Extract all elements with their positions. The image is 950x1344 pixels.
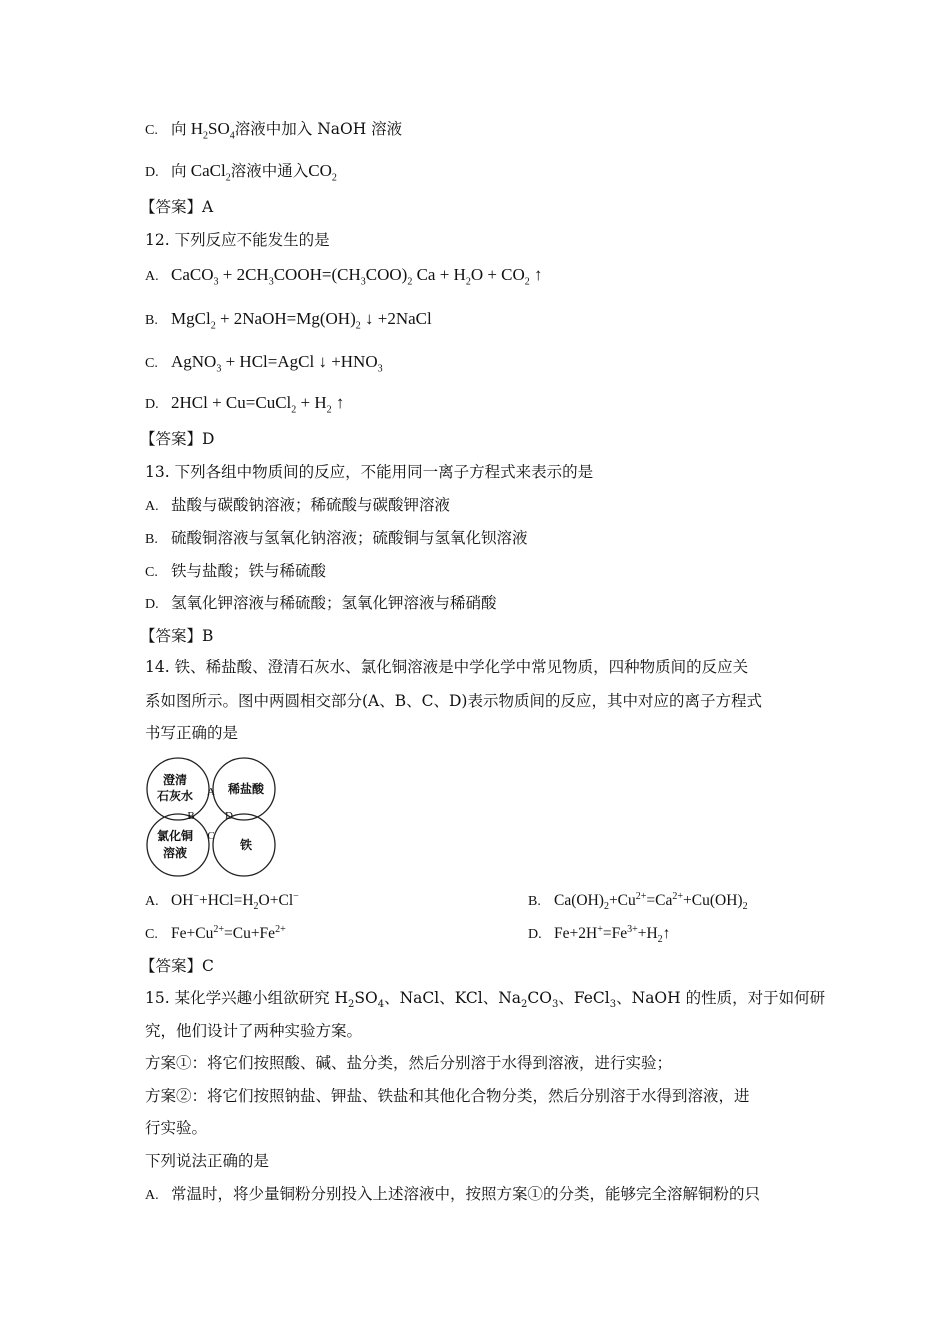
q11-option-c: C. 向 $H_2SO_4$溶液中加入 NaOH 溶液 <box>145 119 403 142</box>
venn-label-bl2: 溶液 <box>162 846 188 860</box>
q15-stem-line2: 究，他们设计了两种实验方案。 <box>145 1022 363 1040</box>
q14-stem-line2: 系如图所示。图中两圆相交部分(A、B、C、D)表示物质间的反应，其中对应的离子方程式 <box>145 692 762 710</box>
q13-stem: 13. 下列各组中物质间的反应，不能用同一离子方程式来表示的是 <box>145 463 594 481</box>
q14-answer: 【答案】C <box>140 957 214 975</box>
q12-option-a: A. CaCO$_3$ + $2CH_3COOH=(CH_3COO)_2$ $Ca + H_2O + CO_2$ ↑ <box>145 265 543 288</box>
q14-option-b: B. $Ca(OH)_2+Cu^{2+}=Ca^{2+}+Cu(OH)_2$ <box>528 890 748 913</box>
q15-ask: 下列说法正确的是 <box>145 1152 270 1170</box>
q15-stem-line1: 15. 某化学兴趣小组欲研究 $H_2SO_4$、NaCl、KCl、$Na_2CO_3$、FeCl$_3$、NaOH 的性质，对于如何研 <box>145 989 826 1011</box>
q12-stem: 12. 下列反应不能发生的是 <box>145 231 330 249</box>
circle-cucl2 <box>147 814 209 876</box>
venn-letter-b: B <box>187 810 195 822</box>
q12-option-b: B. MgCl$_2$ + $2NaOH=Mg(OH)_2$ ↓ +2NaCl <box>145 309 432 332</box>
q14-option-d: D. $Fe+2H^+=Fe^{3+}+H_2↑$ <box>528 923 671 946</box>
q13-option-a: A. 盐酸与碳酸钠溶液；稀硫酸与碳酸钾溶液 <box>145 496 451 514</box>
q13-option-d: D. 氢氧化钾溶液与稀硫酸；氢氧化钾溶液与稀硝酸 <box>145 594 497 612</box>
venn-label-tr: 稀盐酸 <box>227 782 265 796</box>
venn-letter-a: A <box>207 786 215 798</box>
q14-stem-line3: 书写正确的是 <box>145 724 239 742</box>
q13-option-c: C. 铁与盐酸；铁与稀硫酸 <box>145 562 327 580</box>
q14-option-c: C. $Fe+Cu^{2+}=Cu+Fe^{2+}$ <box>145 923 286 942</box>
venn-label-tl1: 澄清 <box>162 773 188 787</box>
venn-letter-d: D <box>225 810 233 822</box>
q13-answer: 【答案】B <box>140 627 214 645</box>
q15-option-a: A. 常温时，将少量铜粉分别投入上述溶液中，按照方案①的分类，能够完全溶解铜粉的只 <box>145 1185 761 1203</box>
q12-option-d: D. 2HCl + Cu=CuCl$_2$ + $H_2$ ↑ <box>145 393 345 416</box>
venn-label-bl1: 氯化铜 <box>156 829 194 843</box>
q14-stem-line1: 14. 铁、稀盐酸、澄清石灰水、氯化铜溶液是中学化学中常见物质，四种物质间的反应关 <box>145 658 749 676</box>
venn-label-br: 铁 <box>239 838 253 852</box>
venn-letter-c: C <box>207 830 215 842</box>
q15-plan2-line1: 方案②：将它们按照钠盐、钾盐、铁盐和其他化合物分类，然后分别溶于水得到溶液，进 <box>145 1087 750 1105</box>
q12-option-c: C. AgNO$_3$ + HCl=AgCl ↓ $+HNO_3$ <box>145 352 383 375</box>
q15-plan1: 方案①：将它们按照酸、碱、盐分类，然后分别溶于水得到溶液，进行实验； <box>145 1054 673 1072</box>
q13-option-b: B. 硫酸铜溶液与氢氧化钠溶液；硫酸铜与氢氧化钡溶液 <box>145 529 528 547</box>
q15-plan2-line2: 行实验。 <box>145 1119 208 1137</box>
formula-h2so4: $H_2SO_4$ <box>190 119 235 142</box>
venn-label-tl2: 石灰水 <box>156 789 194 803</box>
venn-diagram <box>143 756 279 880</box>
q11-option-d: D. 向 CaCl$_2$溶液中通入$CO_2$ <box>145 161 337 184</box>
q12-answer: 【答案】D <box>140 430 215 448</box>
q14-option-a: A. $OH^-+HCl=H_2O+Cl^-$ <box>145 890 299 913</box>
q11-answer: 【答案】A <box>140 198 214 216</box>
